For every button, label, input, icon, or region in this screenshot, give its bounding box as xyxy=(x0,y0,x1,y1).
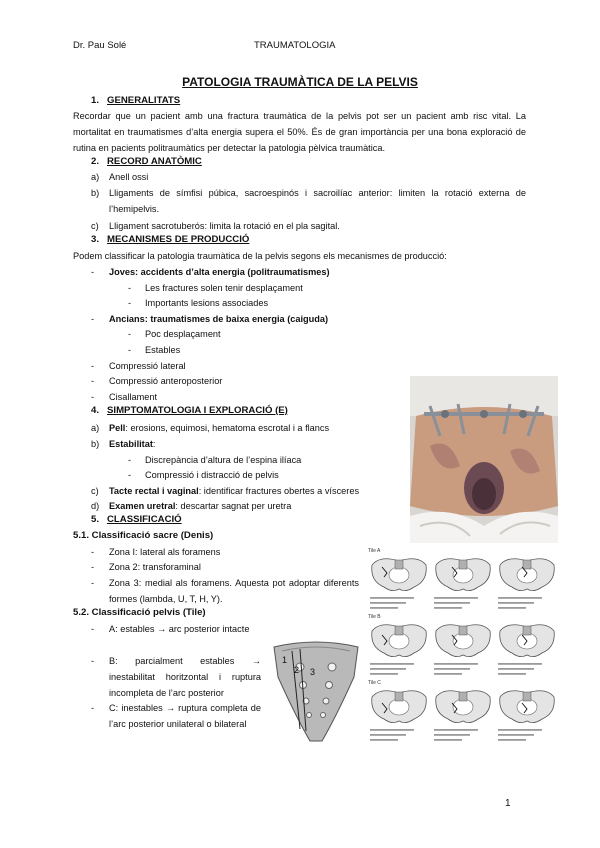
external-fixator-photo xyxy=(410,376,558,543)
section-number: 5. xyxy=(91,514,100,525)
tile-item-c: C: inestables → ruptura completa de l’arc posterior unilateral o bilateral xyxy=(109,703,261,729)
document-title: PATOLOGIA TRAUMÀTICA DE LA PELVIS xyxy=(182,75,418,89)
dash-marker: - xyxy=(91,656,95,666)
sacrum-zone-label: 1 xyxy=(282,655,288,665)
subsection-sacre: 5.1. Classificació sacre (Denis) xyxy=(73,530,214,541)
dash-marker: - xyxy=(128,283,132,293)
section-number: 1. xyxy=(91,95,100,106)
joves-item: Importants lesions associades xyxy=(145,298,269,308)
estabilitat-item: Discrepància d’altura de l’espina ilíaca xyxy=(145,455,302,465)
photo-illustration xyxy=(410,376,558,543)
term: Pell xyxy=(109,423,126,433)
dash-marker: - xyxy=(91,267,95,277)
anatomia-item-continued: l’hemipelvis. xyxy=(109,204,160,214)
dash-marker: - xyxy=(128,329,132,339)
term-desc: : descartar sagnat per uretra xyxy=(175,501,292,511)
dash-marker: - xyxy=(91,562,95,572)
term-desc: : identificar fractures obertes a vísceres xyxy=(198,486,360,496)
mecanisme-item: Compressió anteroposterior xyxy=(109,376,223,386)
section-number: 3. xyxy=(91,234,100,245)
tile-group-label: Tile C xyxy=(368,680,381,686)
mecanisme-item: Cisallament xyxy=(109,392,157,402)
term: Estabilitat xyxy=(109,439,153,449)
list-marker: b) xyxy=(91,439,100,449)
tile-item-a: A: estables → arc posterior intacte xyxy=(109,624,250,634)
section-mecanismes xyxy=(91,234,249,245)
list-marker: a) xyxy=(91,172,100,182)
list-marker: b) xyxy=(91,188,100,198)
list-marker: d) xyxy=(91,501,100,511)
tile-group-label: Tile B xyxy=(368,614,381,620)
ancians-item: Estables xyxy=(145,345,181,355)
section-number: 2. xyxy=(91,156,100,167)
section-number: 4. xyxy=(91,405,100,416)
dash-marker: - xyxy=(91,547,95,557)
sacre-item: Zona I: lateral als foramens xyxy=(109,547,221,557)
tile-item-b: B: parcialment estables → inestabilitat horitzontal i ruptura incompleta de l’arc posterior xyxy=(109,656,261,698)
mecanismes-intro: Podem classificar la patologia traumàtica de la pelvis segons els mecanismes de producció: xyxy=(73,251,447,261)
anatomia-item: Lligaments de símfisi púbica, sacroespinós i sacroilíac anterior: limiten la rotació externa de xyxy=(109,188,526,198)
generalitats-paragraph: Recordar que un pacient amb una fractura traumàtica de la pelvis pot ser un pacient amb risc vital. La mortalitat en traumatismes d’alta energia supera el 50%. És de gran importància per una bona exploració de rutina en pacients politraumàtics per detectar la patologia pèlvica traumàtica. xyxy=(73,111,526,153)
mecanisme-item: Compressió lateral xyxy=(109,361,186,371)
section-label: SIMPTOMATOLOGIA I EXPLORACIÓ (E) xyxy=(107,405,288,416)
tile-pelvis-grid xyxy=(366,545,560,759)
dash-marker: - xyxy=(91,703,95,713)
sacrum-illustration xyxy=(270,637,362,747)
dash-marker: - xyxy=(128,470,132,480)
page-number: 1 xyxy=(505,798,511,809)
sacrum-diagram xyxy=(270,637,362,747)
section-label: CLASSIFICACIÓ xyxy=(107,514,182,525)
ancians-item: Poc desplaçament xyxy=(145,329,221,339)
dash-marker: - xyxy=(91,578,95,588)
list-marker: c) xyxy=(91,486,99,496)
exploracio-pell xyxy=(109,420,329,436)
exploracio-tacte xyxy=(109,483,359,499)
tile-classification-figure xyxy=(366,545,560,759)
term-colon: : xyxy=(152,439,156,449)
dash-marker: - xyxy=(91,314,95,324)
sacre-item: Zona 2: transforaminal xyxy=(109,562,201,572)
dash-marker: - xyxy=(91,392,95,402)
anatomia-item: Anell ossi xyxy=(109,172,149,182)
header-subject: TRAUMATOLOGIA xyxy=(254,40,336,51)
mecanisme-joves: Joves: accidents d’alta energia (politraumatismes) xyxy=(109,267,330,277)
sacrum-zone-label: 3 xyxy=(310,667,316,677)
dash-marker: - xyxy=(128,345,132,355)
section-generalitats xyxy=(91,95,180,106)
anatomia-item: Lligament sacrotuberós: limita la rotació en el pla sagital. xyxy=(109,221,340,231)
section-simptomatologia xyxy=(91,405,288,416)
tile-group-label: Tile A xyxy=(368,548,381,554)
exploracio-uretral xyxy=(109,498,291,514)
mecanisme-ancians: Ancians: traumatismes de baixa energia (caiguda) xyxy=(109,314,329,324)
dash-marker: - xyxy=(91,361,95,371)
term: Tacte rectal i vaginal xyxy=(109,486,199,496)
section-record-anatomic xyxy=(91,156,202,167)
exploracio-estabilitat xyxy=(109,436,155,452)
section-label: GENERALITATS xyxy=(107,95,181,106)
dash-marker: - xyxy=(128,455,132,465)
sacrum-zone-label: 2 xyxy=(294,665,300,675)
sacre-item-zone3: Zona 3: medial als foramens. Aquesta pot adoptar diferents formes (lambda, U, T, H, Y). xyxy=(109,578,359,604)
dash-marker: - xyxy=(91,624,95,634)
dash-marker: - xyxy=(91,376,95,386)
dash-marker: - xyxy=(128,298,132,308)
joves-item: Les fractures solen tenir desplaçament xyxy=(145,283,303,293)
subsection-pelvis: 5.2. Classificació pelvis (Tile) xyxy=(73,607,206,618)
header-author: Dr. Pau Solé xyxy=(73,40,127,51)
term-desc: : erosions, equimosi, hematoma escrotal i a flancs xyxy=(125,423,330,433)
section-label: RECORD ANATÒMIC xyxy=(107,156,202,167)
estabilitat-item: Compressió i distracció de pelvis xyxy=(145,470,279,480)
section-label: MECANISMES DE PRODUCCIÓ xyxy=(107,234,250,245)
list-marker: c) xyxy=(91,221,99,231)
list-marker: a) xyxy=(91,423,100,433)
term: Examen uretral xyxy=(109,501,176,511)
section-classificacio xyxy=(91,514,182,525)
